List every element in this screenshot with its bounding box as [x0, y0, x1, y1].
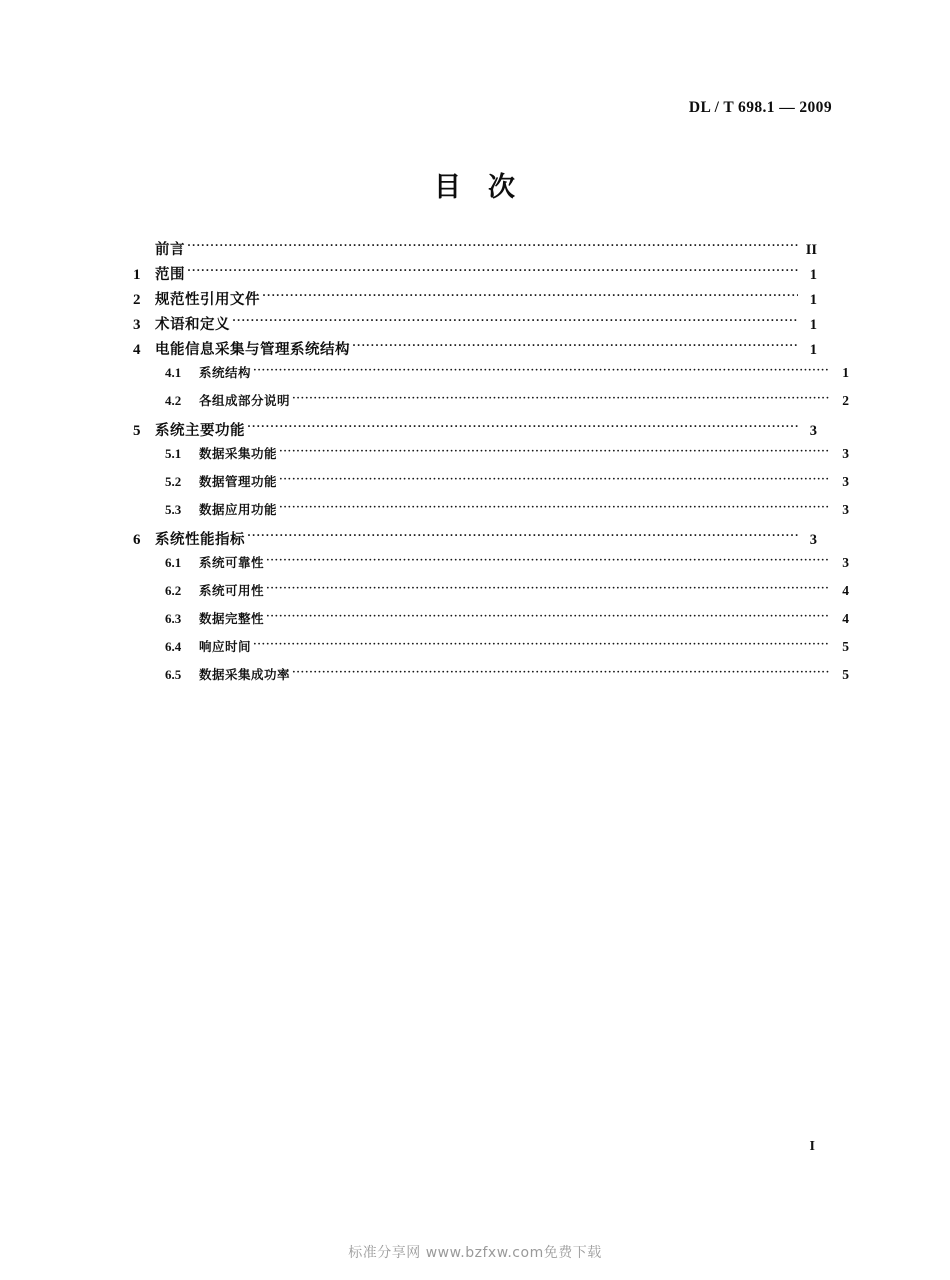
toc-entry-page-number: 3	[809, 532, 817, 548]
toc-entry-label: 数据采集成功率	[199, 667, 291, 682]
toc-dot-leader	[292, 667, 830, 680]
page-title-char-2: 次	[488, 172, 516, 203]
toc-entry-number: 6.5	[165, 667, 182, 682]
toc-entry-number: 4	[133, 342, 141, 358]
toc-entry-number: 6.3	[165, 611, 182, 626]
toc-entry-label: 系统主要功能	[155, 423, 245, 439]
toc-entry[interactable]	[133, 263, 817, 288]
toc-entry[interactable]	[133, 238, 817, 263]
toc-entry-page-number: 3	[842, 474, 849, 489]
toc-entry-label: 系统可靠性	[199, 555, 265, 570]
toc-entry-label: 前言	[155, 242, 185, 258]
toc-entry-page-number: 5	[842, 667, 849, 682]
toc-dot-leader	[247, 530, 798, 545]
toc-dot-leader	[266, 555, 830, 568]
toc-entry-label: 术语和定义	[155, 317, 230, 333]
toc-dot-leader	[232, 315, 798, 330]
toc-dot-leader	[279, 446, 830, 459]
toc-entry-label: 范围	[155, 267, 185, 283]
toc-entry-page-number: 1	[842, 365, 849, 380]
toc-entry-page-number: 3	[842, 446, 849, 461]
toc-entry[interactable]	[133, 444, 849, 472]
toc-entry-label: 各组成部分说明	[199, 393, 291, 408]
toc-dot-leader	[292, 393, 830, 406]
toc-dot-leader	[266, 611, 830, 624]
toc-entry-number: 1	[133, 267, 141, 283]
toc-dot-leader	[352, 340, 798, 355]
toc-entry-number: 5.3	[165, 502, 182, 517]
toc-entry-number: 4.1	[165, 365, 182, 380]
toc-entry-number: 6.2	[165, 583, 182, 598]
toc-entry-label: 数据管理功能	[199, 474, 278, 489]
page-title-char-1: 目	[434, 172, 462, 203]
toc-entry-page-number: 3	[809, 423, 817, 439]
toc-entry[interactable]	[133, 637, 849, 665]
toc-entry[interactable]	[133, 472, 849, 500]
toc-dot-leader	[187, 265, 798, 280]
toc-entry[interactable]	[133, 288, 817, 313]
toc-entry-page-number: 1	[809, 292, 817, 308]
toc-entry-label: 系统结构	[199, 365, 252, 380]
toc-dot-leader	[279, 502, 830, 515]
toc-entry[interactable]	[133, 528, 817, 553]
toc-entry-number: 6.4	[165, 639, 182, 654]
toc-entry-number: 5	[133, 423, 141, 439]
footer-watermark: 标准分享网 www.bzfxw.com免费下载	[348, 1245, 602, 1261]
toc-entry[interactable]	[133, 391, 849, 419]
toc-dot-leader	[187, 240, 798, 255]
toc-entry-page-number: 1	[809, 267, 817, 283]
toc-entry-label: 响应时间	[199, 639, 252, 654]
toc-entry-label: 数据应用功能	[199, 502, 278, 517]
toc-dot-leader	[247, 421, 798, 436]
toc-entry-number: 5.1	[165, 446, 182, 461]
toc-dot-leader	[279, 474, 830, 487]
folio-page-number: I	[809, 1139, 815, 1154]
toc-entry-label: 系统性能指标	[155, 532, 245, 548]
toc-entry[interactable]	[133, 609, 849, 637]
toc-entry[interactable]	[133, 313, 817, 338]
toc-entry[interactable]	[133, 419, 817, 444]
table-of-contents	[133, 238, 849, 693]
toc-entry-page-number: 3	[842, 555, 849, 570]
toc-entry-page-number: 4	[842, 611, 849, 626]
toc-entry[interactable]	[133, 553, 849, 581]
toc-entry[interactable]	[133, 338, 817, 363]
toc-entry-page-number: 5	[842, 639, 849, 654]
toc-entry-page-number: 1	[809, 342, 817, 358]
toc-entry-label: 系统可用性	[199, 583, 265, 598]
toc-entry[interactable]	[133, 500, 849, 528]
toc-entry-label: 电能信息采集与管理系统结构	[155, 342, 350, 358]
toc-entry-page-number: 3	[842, 502, 849, 517]
toc-entry-label: 数据采集功能	[199, 446, 278, 461]
page-title	[0, 165, 950, 204]
toc-entry-page-number: 1	[809, 317, 817, 333]
toc-entry-page-number: 4	[842, 583, 849, 598]
toc-dot-leader	[253, 365, 830, 378]
toc-entry-number: 2	[133, 292, 141, 308]
toc-entry[interactable]	[133, 581, 849, 609]
toc-entry[interactable]	[133, 363, 849, 391]
toc-entry-number: 3	[133, 317, 141, 333]
toc-entry-number: 6	[133, 532, 141, 548]
toc-dot-leader	[266, 583, 830, 596]
toc-entry-page-number: 2	[842, 393, 849, 408]
toc-entry-label: 规范性引用文件	[155, 292, 260, 308]
toc-entry-number: 6.1	[165, 555, 182, 570]
toc-dot-leader	[262, 290, 798, 305]
standard-code-header: DL / T 698.1 — 2009	[688, 99, 832, 116]
toc-entry-page-number: II	[805, 242, 817, 258]
toc-dot-leader	[253, 639, 830, 652]
toc-entry-number: 4.2	[165, 393, 182, 408]
toc-entry-number: 5.2	[165, 474, 182, 489]
toc-entry[interactable]	[133, 665, 849, 693]
toc-entry-label: 数据完整性	[199, 611, 265, 626]
